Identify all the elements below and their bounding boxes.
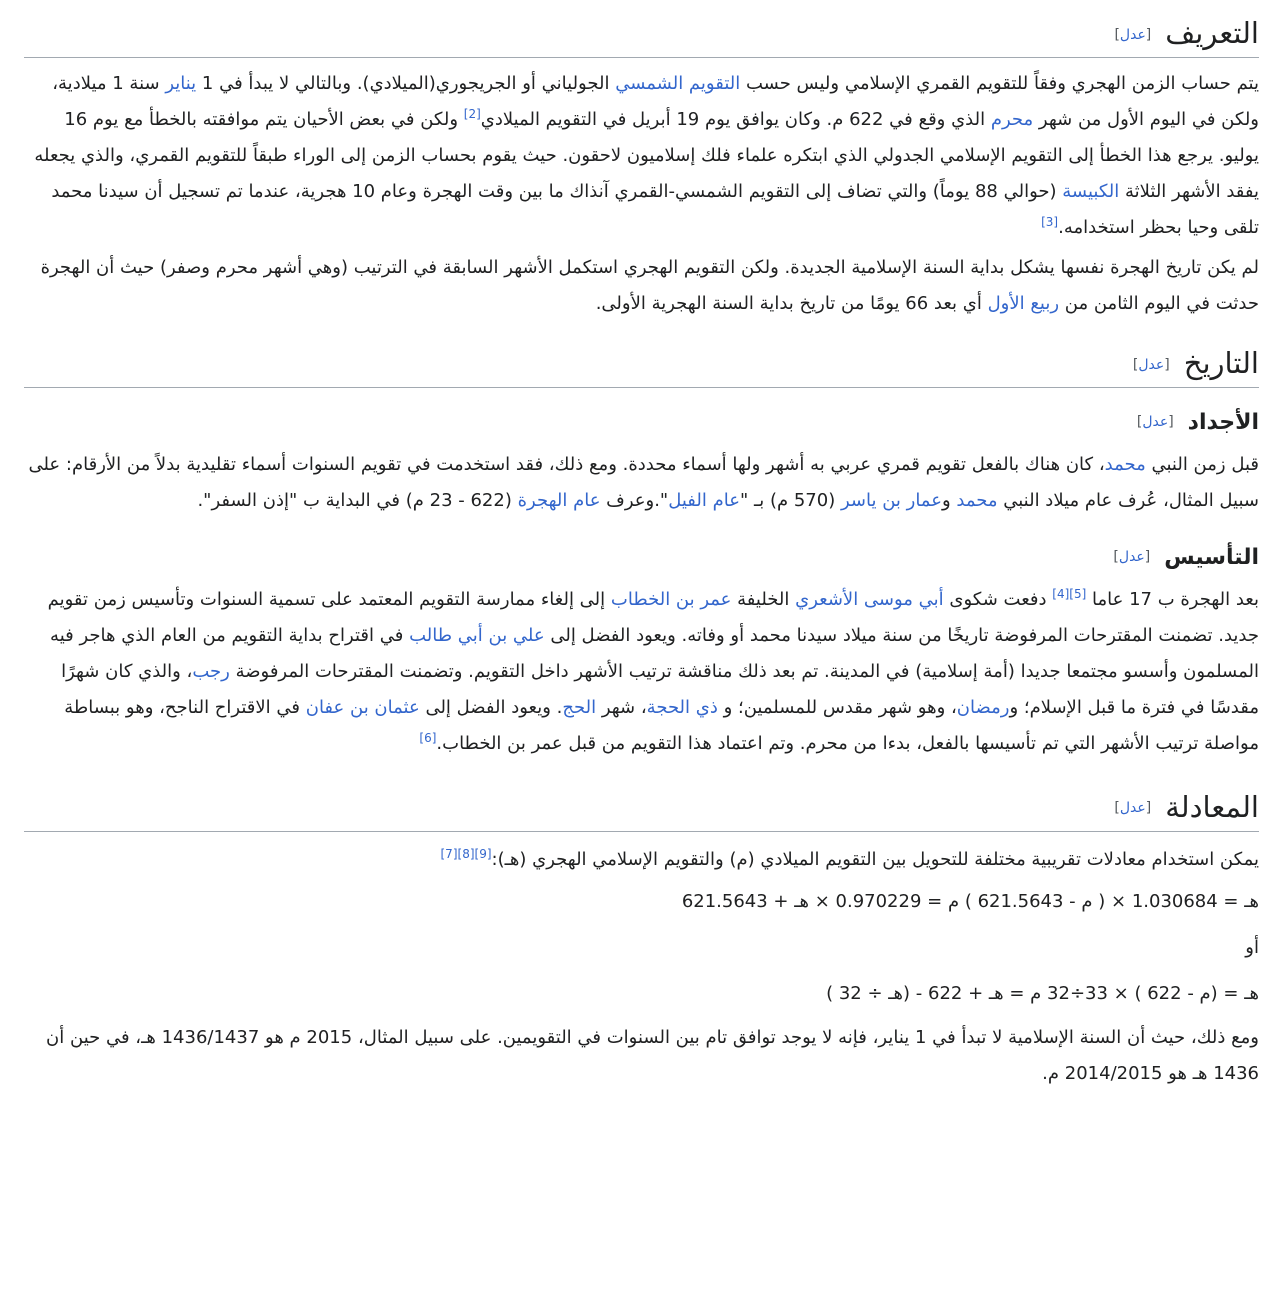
edit-link[interactable]: [عدل] <box>1113 549 1151 566</box>
link-rabi-al-awwal[interactable]: ربيع الأول <box>987 293 1060 315</box>
paragraph: ومع ذلك، حيث أن السنة الإسلامية لا تبدأ في 1 يناير، فإنه لا يوجد توافق تام بين السنوات في التقويمين. على سبيل المثال، 2015 م هو 1436/1437 هـ، في حين أن 1436 هـ هو 2014/2015 م. <box>46 1027 1259 1085</box>
paragraph-or: أو <box>1245 937 1259 959</box>
link-muhammad[interactable]: محمد <box>1104 454 1146 476</box>
edit-link[interactable]: [عدل] <box>1114 26 1152 43</box>
link-uthman-ibn-affan[interactable]: عثمان بن عفان <box>305 696 420 718</box>
link-year-of-elephant[interactable]: عام الفيل <box>668 490 740 512</box>
citation-link[interactable]: [2] <box>463 107 481 122</box>
text-run: ، شهر <box>596 696 647 718</box>
text-run: ، وهو شهر مقدس للمسلمين؛ و <box>717 696 957 718</box>
subsection-title: التأسيس <box>1164 545 1259 571</box>
paragraph <box>24 582 1259 762</box>
text-run: (حوالي 88 يوماً) والتي تضاف إلى التقويم الشمسي-القمري آنذاك ما بين وقت الهجرة وعام 10 هجرية، عندما تم تسجيل أن سيدنا محمد تلقى وحيا بحظر استخدامه. <box>51 181 1259 239</box>
text-run: و <box>941 490 957 512</box>
text-run: في الاقتراح الناجح، وهو ببساطة مواصلة ترتيب الأشهر التي تم تأسيسها بالفعل، بدءا من محرم. وتم اعتماد هذا التقويم من قبل عمر بن الخطاب. <box>64 696 1259 754</box>
text-run: ".وعرف <box>600 490 669 512</box>
text-run: دفعت شكوى <box>943 588 1053 610</box>
formula-conversion-1: هـ = 1.030684 × ( م - 621.5643 ) م = 0.970229 × هـ + 621.5643 <box>681 891 1259 913</box>
text-run: يمكن استخدام معادلات تقريبية مختلفة للتحويل بين التقويم الميلادي (م) والتقويم الإسلامي الهجري (هـ): <box>491 849 1259 871</box>
citation-link[interactable]: [5][4] <box>1052 586 1087 601</box>
text-run: الجولياني أو الجريجوري(الميلادي). وبالتالي لا يبدأ في 1 <box>196 73 616 95</box>
citation[interactable] <box>440 847 491 861</box>
link-hajj[interactable]: الحج <box>562 696 597 718</box>
link-year-of-hijra[interactable]: عام الهجرة <box>517 490 601 512</box>
text-run: (570 م) بـ " <box>739 490 841 512</box>
edit-link-text[interactable]: عدل <box>1119 26 1146 43</box>
citation-link[interactable]: [6] <box>419 730 437 745</box>
text-run: يتم حساب الزمن الهجري وفقاً للتقويم القمري الإسلامي وليس حسب <box>740 73 1259 95</box>
text-run: ولكن في بعض الأحيان يتم موافقته بالخطأ مع يوم 16 يوليو. يرجع هذا الخطأ إلى التقويم الإسلامي الجدولي الذي ابتكره علماء فلك إسلاميون لاحقون. حيث يقوم بحساب الزمن إلى الوراء طبقاً للتقويم القمري، والذي يجعله يفقد الأشهر الثلاثة <box>34 109 1259 203</box>
text-run: إلى إلغاء ممارسة التقويم المعتمد على تسمية السنوات وتأسيس زمن تقويم جديد. تضمنت المقترحات المرفوضة تاريخًا من سنة ميلاد سيدنا محمد أو وفاته. ويعود الفضل إلى <box>47 588 1259 646</box>
text-run: (622 - 23 م) في البداية ب "إذن السفر". <box>197 490 518 512</box>
link-intercalary[interactable]: الكبيسة <box>1062 181 1120 203</box>
link-ali-ibn-abi-talib[interactable]: علي بن أبي طالب <box>409 624 545 646</box>
citation[interactable] <box>1041 215 1058 229</box>
link-muharram[interactable]: محرم <box>990 109 1034 131</box>
section-heading-equation <box>24 788 1259 832</box>
edit-link-text[interactable]: عدل <box>1142 414 1169 431</box>
text-run: الخليفة <box>731 588 796 610</box>
citation-link[interactable]: [3] <box>1041 215 1059 230</box>
text-run: بعد الهجرة ب 17 عاما <box>1086 588 1259 610</box>
paragraph <box>24 842 1259 878</box>
section-title: التعريف <box>1165 16 1259 50</box>
edit-link-text[interactable]: عدل <box>1138 356 1165 373</box>
text-run: أي بعد 66 يومًا من تاريخ بداية السنة الهجرية الأولى. <box>595 293 988 315</box>
section-title: التاريخ <box>1183 346 1259 381</box>
paragraph <box>24 250 1259 322</box>
paragraph <box>24 66 1259 246</box>
link-january[interactable]: يناير <box>165 73 197 95</box>
text-run: سنة 1 ميلادية، ولكن في اليوم الأول من شهر <box>52 73 1259 131</box>
section-heading-definition <box>24 14 1259 58</box>
subsection-title: الأجداد <box>1187 410 1259 436</box>
paragraph <box>24 447 1259 519</box>
link-ammar-ibn-yasir[interactable]: عمار بن ياسر <box>840 490 942 512</box>
edit-link-text[interactable]: عدل <box>1118 549 1145 566</box>
link-muhammad[interactable]: محمد <box>956 490 998 512</box>
text-run: قبل زمن النبي <box>1145 454 1259 476</box>
subsection-heading-ancestors <box>24 408 1259 439</box>
citation[interactable] <box>464 107 481 121</box>
link-solar-calendar[interactable]: التقويم الشمسي <box>615 73 741 95</box>
section-title: المعادلة <box>1165 789 1259 824</box>
text-run: ، والذي كان شهرًا مقدسًا في فترة ما قبل الإسلام؛ و <box>61 660 1259 718</box>
citation[interactable] <box>1052 587 1086 601</box>
text-run: لم يكن تاريخ الهجرة نفسها يشكل بداية السنة الإسلامية الجديدة. ولكن التقويم الهجري استكمل الأشهر السابقة في الترتيب (وهي أشهر محرم وصفر) حيث أن الهجرة حدثت في اليوم الثامن من <box>40 257 1259 315</box>
edit-link-text[interactable]: عدل <box>1119 800 1146 817</box>
link-ramadan[interactable]: رمضان <box>956 696 1010 718</box>
edit-link[interactable]: [عدل] <box>1136 414 1174 431</box>
text-run: في اقتراح بداية التقويم من العام الذي هاجر فيه المسلمون وأسسو مجتمعا جديدا (أمة إسلامية) في المدينة. تم بعد ذلك مناقشة ترتيب الأشهر داخل التقويم. وتضمنت المقترحات المرفوضة <box>50 624 1259 682</box>
link-dhu-al-hijjah[interactable]: ذي الحجة <box>646 696 718 718</box>
link-rajab[interactable]: رجب <box>192 660 230 682</box>
text-run: ، كان هناك بالفعل تقويم قمري عربي به أشهر ولها أسماء محددة. ومع ذلك، فقد استخدمت في تقويم السنوات أسماء تقليدية بدلاً من الأرقام: على سبيل المثال، عُرف عام ميلاد النبي <box>28 454 1259 512</box>
citation-link[interactable]: [9][8][7] <box>440 847 492 862</box>
text-run: الذي وقع في 622 م. وكان يوافق يوم 19 أبريل في التقويم الميلادي <box>480 109 991 131</box>
section-heading-history <box>24 344 1259 388</box>
citation[interactable] <box>419 731 436 745</box>
formula-conversion-2: هـ = (م - 622 ) × 33÷32 م = هـ + 622 - (هـ ÷ 32 ) <box>826 983 1259 1005</box>
subsection-heading-foundation <box>24 543 1259 574</box>
link-umar-ibn-al-khattab[interactable]: عمر بن الخطاب <box>610 588 732 610</box>
link-abu-musa-al-ashari[interactable]: أبي موسى الأشعري <box>795 588 944 610</box>
text-run: . ويعود الفضل إلى <box>419 696 563 718</box>
edit-link[interactable]: [عدل] <box>1114 800 1152 817</box>
edit-link[interactable]: [عدل] <box>1132 356 1170 373</box>
